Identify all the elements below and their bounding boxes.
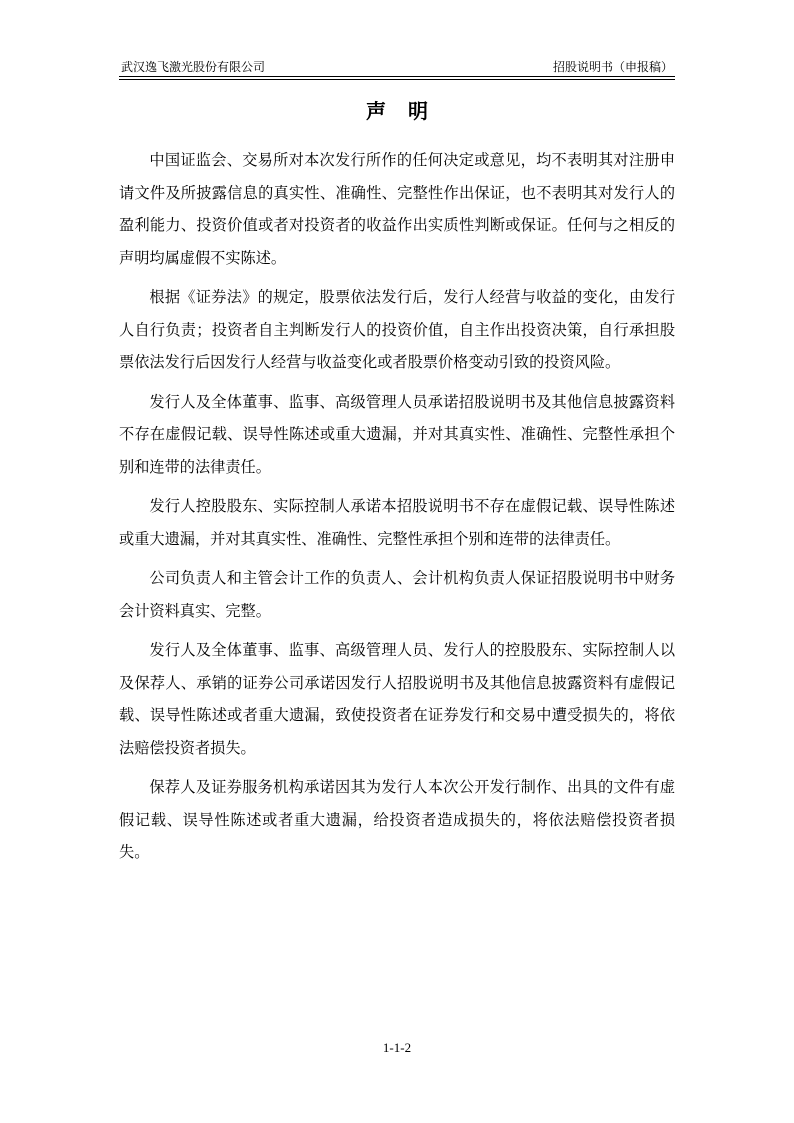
page-header	[119, 56, 675, 77]
header-document-type: 招股说明书（申报稿）	[552, 60, 673, 74]
paragraph: 发行人及全体董事、监事、高级管理人员、发行人的控股股东、实际控制人以及保荐人、承销的证券公司承诺因发行人招股说明书及其他信息披露资料有虚假记载、误导性陈述或者重大遗漏，致使投资者在证券发行和交易中遭受损失的，将依法赔偿投资者损失。	[119, 641, 675, 757]
page-title: 声明	[366, 99, 450, 123]
paragraph: 中国证监会、交易所对本次发行所作的任何决定或意见，均不表明其对注册申请文件及所披露信息的真实性、准确性、完整性作出保证，也不表明其对发行人的盈利能力、投资价值或者对投资者的收益作出实质性判断或保证。任何与之相反的声明均属虚假不实陈述。	[119, 151, 675, 267]
paragraph: 发行人控股股东、实际控制人承诺本招股说明书不存在虚假记载、误导性陈述或重大遗漏，并对其真实性、准确性、完整性承担个别和连带的法律责任。	[119, 497, 675, 548]
page-number: 1-1-2	[382, 1040, 412, 1055]
header-rule	[119, 79, 675, 80]
paragraph: 根据《证券法》的规定，股票依法发行后，发行人经营与收益的变化，由发行人自行负责；投资者自主判断发行人的投资价值，自主作出投资决策，自行承担股票依法发行后因发行人经营与收益变化或者股票价格变动引致的投资风险。	[119, 288, 675, 371]
paragraph: 发行人及全体董事、监事、高级管理人员承诺招股说明书及其他信息披露资料不存在虚假记载、误导性陈述或重大遗漏，并对其真实性、准确性、完整性承担个别和连带的法律责任。	[119, 392, 675, 476]
paragraph: 公司负责人和主管会计工作的负责人、会计机构负责人保证招股说明书中财务会计资料真实、完整。	[119, 569, 675, 620]
header-company-name: 武汉逸飞激光股份有限公司	[121, 60, 266, 74]
paragraph: 保荐人及证券服务机构承诺因其为发行人本次公开发行制作、出具的文件有虚假记载、误导性陈述或者重大遗漏，给投资者造成损失的，将依法赔偿投资者损失。	[119, 778, 675, 861]
statement-body	[119, 144, 675, 876]
